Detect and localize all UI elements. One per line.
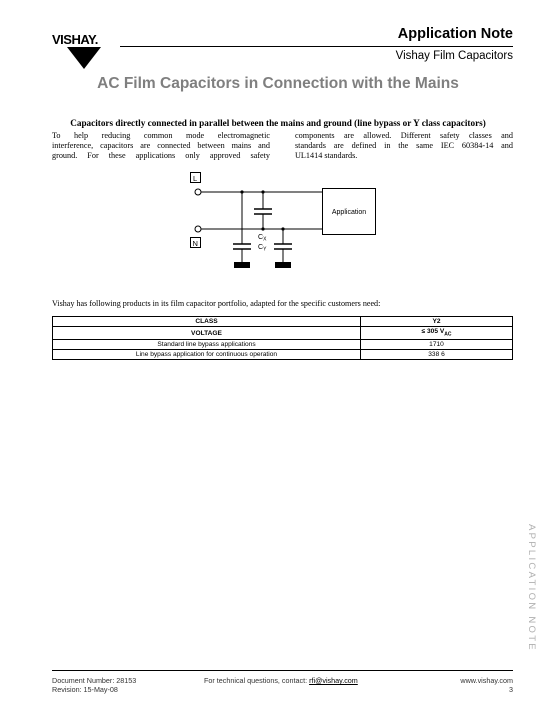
portfolio-intro: Vishay has following products in its film capacitor portfolio, adapted for the specific customers need: [52,299,381,308]
terminal-n-node [195,226,201,232]
table-cell: Standard line bypass applications [53,340,361,350]
terminal-l-node [195,189,201,195]
circuit-diagram [0,0,556,300]
logo-wordmark: VISHAY. [52,32,98,47]
body-line: ground. For these applications only approved safety [52,151,270,161]
table-cell: 1710 [361,340,513,350]
application-label: Application [331,209,367,216]
footer-website: www.vishay.com [460,676,513,685]
table-header-cell: Y2 [361,317,513,327]
terminal-n-label: N [192,239,198,248]
page-title: AC Film Capacitors in Connection with the Mains [97,75,459,92]
body-line: components are allowed. Different safety classes and [295,131,513,140]
table-row [53,340,513,350]
body-line: UL1414 standards. [295,151,358,161]
doc-type-label: Application Note [397,26,513,42]
voltage-value-cell: ≤ 305 $V_{AC}$ [361,327,513,340]
page-number: 3 [509,685,513,694]
footer-doc-number: Document Number: 28153 [52,676,137,685]
footer-email-link[interactable]: rfi@vishay.com [309,676,358,685]
junction-dot [261,190,264,193]
table-header-row [53,317,513,327]
table-cell: Line bypass application for continuous operation [53,350,361,360]
body-line: standards are defined in the same IEC 60384-14 and [295,141,513,151]
junction-dot [240,190,243,193]
junction-dot [281,227,284,230]
table-row [53,350,513,360]
body-line: To help reducing common mode electromagnetic [52,131,270,140]
cx-label: $C_X$ [258,234,267,243]
table-header-cell: CLASS [53,317,361,327]
header-subtitle: Vishay Film Capacitors [395,50,513,62]
terminal-l-label: L [193,174,198,183]
table-row [53,327,513,340]
footer-rule [52,670,513,671]
footer-revision: Revision: 15-May-08 [52,685,118,694]
ground-icon [275,262,291,268]
footer-contact [204,676,358,685]
cy-label: $C_Y$ [258,244,267,253]
voltage-label-cell: VOLTAGE [53,327,361,340]
footer-contact-prefix: For technical questions, contact: [204,676,310,685]
ground-icon [234,262,250,268]
body-line: interference, capacitors are connected between mains and [52,141,270,151]
junction-dot [261,227,264,230]
section-heading: Capacitors directly connected in parallel between the mains and ground (line bypass or Y class capacitors) [70,118,486,128]
products-table [52,316,513,360]
side-label: APPLICATION NOTE [526,524,537,652]
table-cell: 338 6 [361,350,513,360]
